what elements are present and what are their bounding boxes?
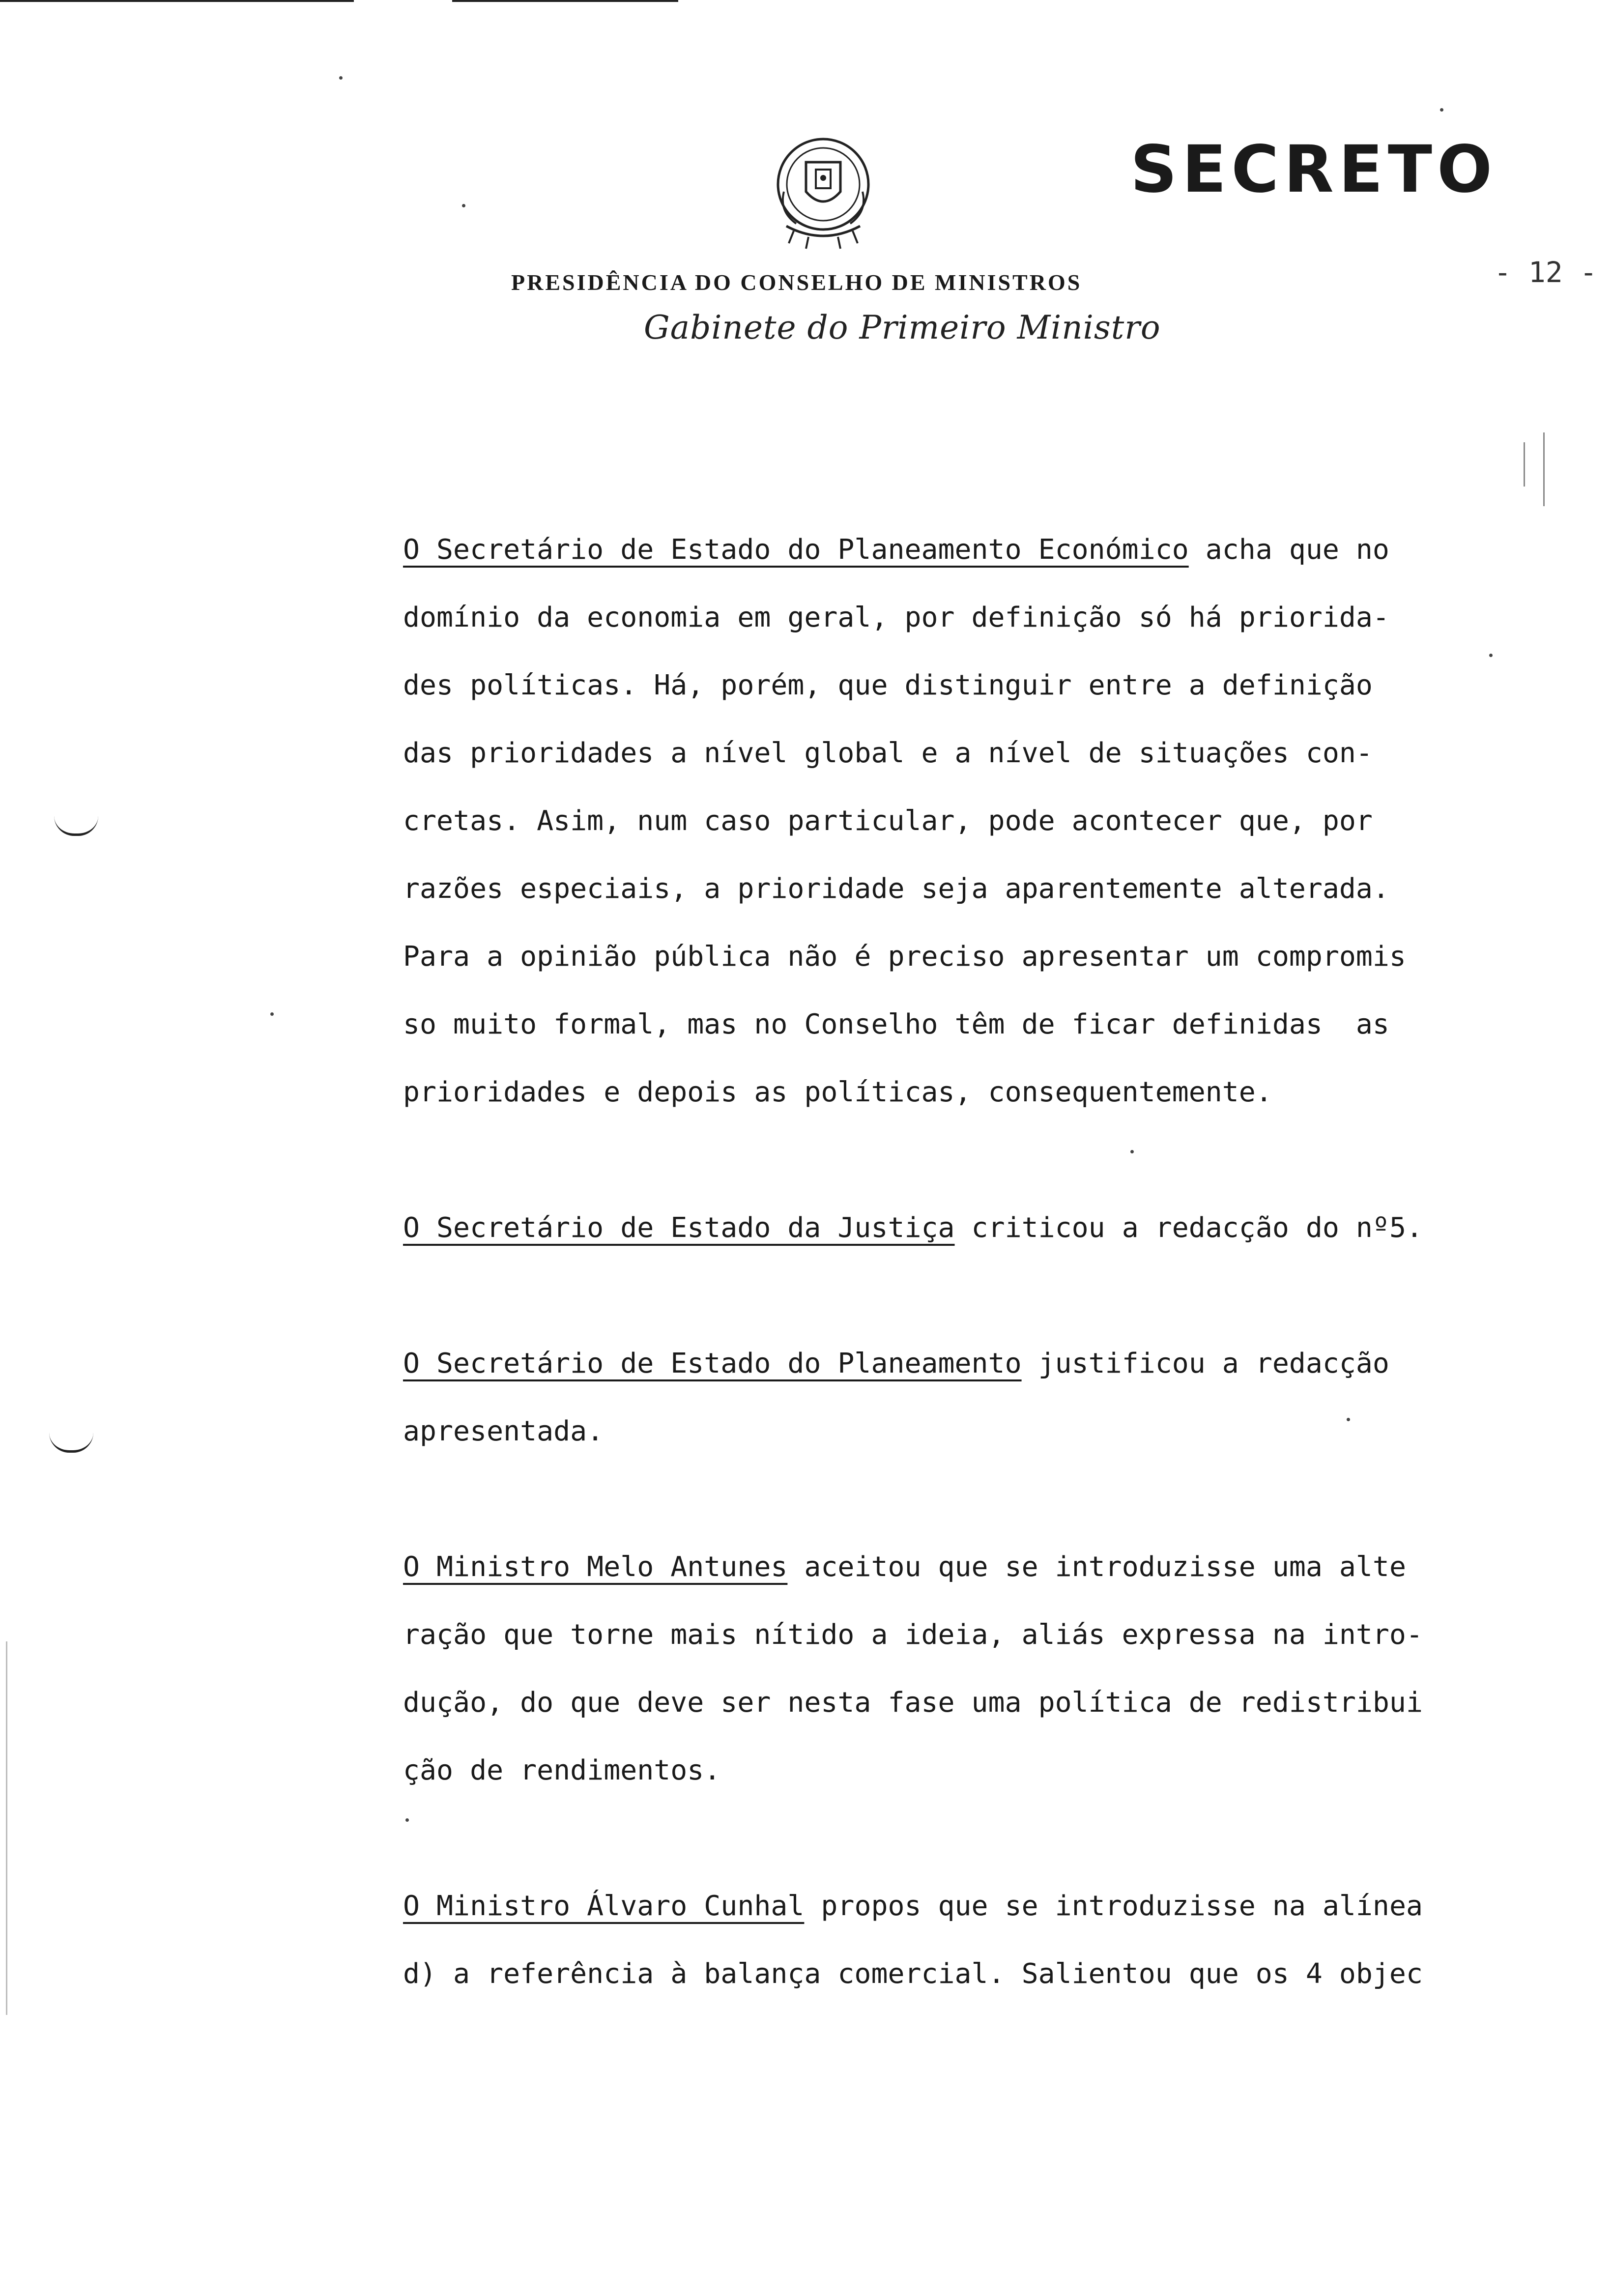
institution-heading: PRESIDÊNCIA DO CONSELHO DE MINISTROS [511,270,1082,295]
text-line [403,1872,1514,1940]
paragraph-gap [403,1805,1514,1872]
paragraph [403,1533,1514,1805]
paragraph [403,1330,1514,1465]
text-line: Para a opinião pública não é preciso apresentar um compromis [403,941,1406,973]
speaker-name: O Secretário de Estado do Planeamento [403,1348,1022,1379]
text-line [403,1330,1514,1398]
scan-speck [462,204,465,207]
paragraph-gap [403,1126,1514,1194]
top-rule-left [0,0,354,2]
scan-edge-mark [6,1641,7,2015]
text-line: ração que torne mais nítido a ideia, aliás expressa na intro- [403,1619,1423,1651]
speaker-name: O Secretário de Estado da Justiça [403,1212,955,1244]
scan-speck [1440,108,1443,112]
text-line: das prioridades a nível global e a nível de situações con- [403,737,1373,769]
paragraph [403,1872,1514,2008]
minutes-body [403,516,1514,2008]
scan-speck [339,76,343,80]
text-line: razões especiais, a prioridade seja aparentemente alterada. [403,873,1389,905]
speaker-name: O Ministro Álvaro Cunhal [403,1890,805,1922]
text-line [403,1533,1514,1601]
text-line: cretas. Asim, num caso particular, pode acontecer que, por [403,805,1373,837]
text-line: prioridades e depois as políticas, consequentemente. [403,1076,1272,1108]
line-text: justificou a redacção [1021,1348,1389,1379]
scan-edge-mark [1543,432,1545,506]
paragraph-gap [403,1262,1514,1330]
line-text: aceitou que se introduzisse uma alte [787,1551,1406,1583]
paragraph [403,516,1514,1126]
line-text: propos que se introduzisse na alínea [804,1890,1423,1922]
margin-check-mark [49,1433,93,1453]
top-rule-right [452,0,678,2]
text-line: domínio da economia em geral, por definição só há priorida- [403,602,1389,633]
text-line [403,516,1514,584]
page-number: - 12 - [1494,256,1597,289]
paragraph [403,1194,1514,1262]
cabinet-subheading: Gabinete do Primeiro Ministro [644,309,1161,346]
text-line: d) a referência à balança comercial. Salientou que os 4 objec [403,1958,1423,1990]
text-line: des políticas. Há, porém, que distinguir entre a definição [403,669,1373,701]
text-line: ção de rendimentos. [403,1754,721,1786]
speaker-name: O Ministro Melo Antunes [403,1551,788,1583]
coat-of-arms-icon [767,133,880,251]
text-line: dução, do que deve ser nesta fase uma política de redistribui [403,1687,1423,1719]
speaker-name: O Secretário de Estado do Planeamento Económico [403,534,1189,566]
text-line: apresentada. [403,1415,604,1447]
text-line [403,1194,1514,1262]
line-text: acha que no [1188,534,1389,566]
margin-check-mark [54,816,98,836]
text-line: so muito formal, mas no Conselho têm de ficar definidas as [403,1008,1389,1040]
paragraph-gap [403,1465,1514,1533]
scan-speck [270,1012,274,1016]
scan-edge-mark [1524,442,1525,487]
classification-stamp: SECRETO [1130,132,1497,207]
line-text: criticou a redacção do nº5. [954,1212,1423,1244]
